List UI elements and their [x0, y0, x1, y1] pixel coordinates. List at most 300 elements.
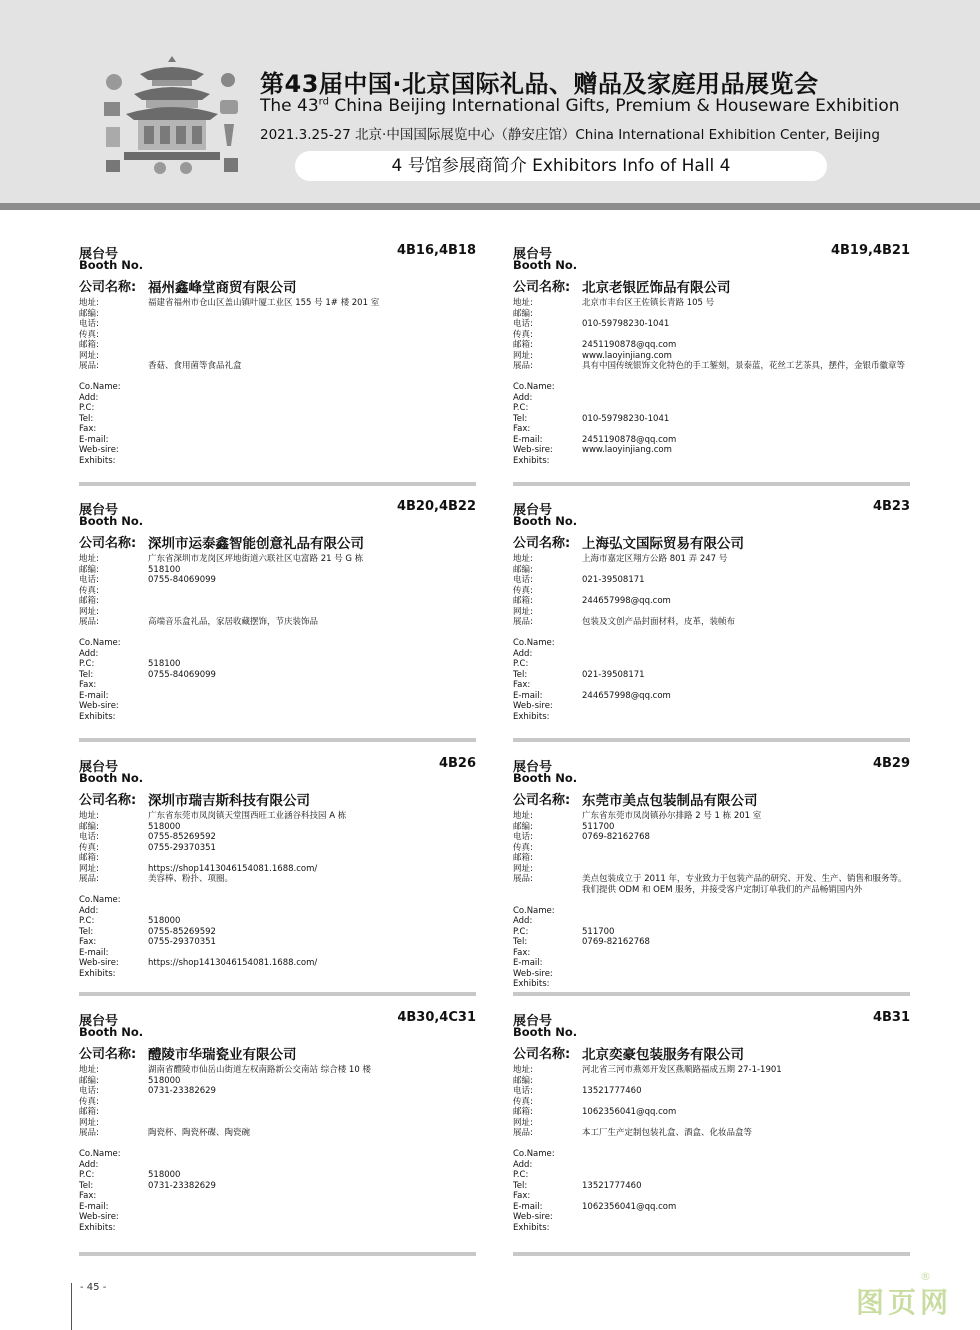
phone-en-row: [513, 414, 910, 425]
field-label: Add:: [513, 648, 533, 659]
field-label: Add:: [513, 392, 533, 403]
email-en-row: [513, 958, 910, 969]
phone-row: [79, 319, 476, 330]
booth-label-cn: 展台号: [513, 760, 553, 775]
company-details: [513, 554, 910, 722]
field-label: 地址:: [513, 298, 533, 308]
field-label: Add:: [513, 1159, 533, 1170]
field-label: Co.Name:: [513, 382, 555, 392]
company-label: 公司名称:: [79, 1047, 137, 1062]
exhibits-row: [79, 1128, 476, 1139]
phone-row: [513, 1086, 910, 1097]
field-label: 电话:: [513, 575, 533, 585]
card-divider: [513, 482, 910, 486]
field-label: E-mail:: [513, 958, 543, 968]
field-label: 传真:: [79, 1096, 99, 1107]
field-value: 香菇、食用菌等食品礼盒: [148, 361, 242, 371]
address-row: [513, 554, 910, 565]
phone-row: [513, 832, 910, 843]
co-name-row: [79, 382, 476, 393]
company-name: 北京老银匠饰品有限公司: [582, 280, 731, 296]
email-en-row: [513, 691, 910, 702]
field-value[interactable]: 2451190878@qq.com: [582, 340, 677, 350]
field-label: P.C:: [513, 403, 529, 413]
exhibits-en-row: [79, 712, 476, 723]
field-value: 511700: [582, 926, 615, 937]
phone-row: [513, 575, 910, 586]
postcode-row: [513, 565, 910, 576]
fax-row: [513, 330, 910, 341]
field-value: 010-59798230-1041: [582, 319, 670, 329]
phone-en-row: [513, 937, 910, 948]
booth-label-cn: 展台号: [79, 503, 119, 518]
field-label: Web-sire:: [79, 701, 119, 711]
website-en-row: [79, 701, 476, 712]
field-label: Co.Name:: [513, 1149, 555, 1159]
email-row: [513, 340, 910, 351]
title-en-ordinal: rd: [318, 96, 329, 108]
field-label: 传真:: [79, 329, 99, 340]
company-label: 公司名称:: [79, 536, 137, 551]
field-value: 021-39508171: [582, 575, 645, 585]
company-details: [79, 1065, 476, 1233]
website-en-row: [513, 1212, 910, 1223]
field-label: Exhibits:: [79, 968, 116, 979]
field-value[interactable]: https://shop1413046154081.1688.com/: [148, 958, 318, 968]
address-row: [79, 811, 476, 822]
hall-title-pill: 4 号馆参展商简介 Exhibitors Info of Hall 4: [295, 151, 827, 181]
field-label: Tel:: [79, 1180, 94, 1191]
email-row: [79, 596, 476, 607]
company-details: [79, 811, 476, 979]
address-en-row: [513, 649, 910, 660]
postcode-row: [79, 309, 476, 320]
field-label: Tel:: [513, 937, 528, 947]
field-label: 电话:: [79, 832, 99, 842]
exhibits-en-row: [79, 456, 476, 467]
field-value: 本工厂生产定制包装礼盒、酒盒、化妆品盒等: [582, 1128, 753, 1138]
field-value: 511700: [582, 821, 615, 832]
field-label: 地址:: [513, 811, 533, 821]
field-value: 518000: [148, 821, 181, 832]
card-divider: [79, 738, 476, 742]
website-row: [513, 864, 910, 875]
postcode-row: [513, 1076, 910, 1087]
phone-en-row: [79, 1181, 476, 1192]
field-label: 地址:: [513, 1065, 533, 1075]
fax-en-row: [513, 680, 910, 691]
field-label: 邮编:: [513, 1075, 533, 1086]
field-label: 展品:: [79, 874, 99, 884]
field-label: Fax:: [79, 937, 97, 947]
address-row: [513, 298, 910, 309]
field-value: 518000: [148, 1170, 181, 1180]
co-name-row: [79, 638, 476, 649]
field-label: P.C:: [79, 403, 95, 413]
field-label: 邮箱:: [513, 596, 533, 606]
website-en-row: [513, 701, 910, 712]
field-label: 展品:: [513, 617, 533, 627]
field-value[interactable]: 1062356041@qq.com: [582, 1201, 677, 1212]
booth-label-en: Booth No.: [513, 1025, 578, 1039]
company-name: 福州鑫峰堂商贸有限公司: [148, 280, 297, 296]
field-label: Tel:: [79, 413, 94, 424]
field-value: 高端音乐盒礼品，家居收藏摆饰，节庆装饰品: [148, 617, 319, 627]
postcode-en-row: [513, 403, 910, 414]
field-label: Co.Name:: [79, 1149, 121, 1159]
fax-row: [513, 843, 910, 854]
field-label: Fax:: [513, 680, 531, 690]
field-label: 电话:: [79, 575, 99, 585]
page-header: [0, 0, 980, 205]
spacer-row: [79, 628, 476, 639]
field-label: 电话:: [513, 832, 533, 842]
field-label: 电话:: [79, 319, 99, 329]
field-label: 传真:: [513, 585, 533, 596]
field-label: 邮箱:: [79, 340, 99, 350]
website-en-row: [79, 958, 476, 969]
company-label: 公司名称:: [513, 793, 571, 808]
registered-mark-icon: ®: [920, 1270, 931, 1283]
website-en-row: [79, 445, 476, 456]
address-en-row: [79, 649, 476, 660]
field-label: Co.Name:: [79, 638, 121, 648]
address-en-row: [79, 1160, 476, 1171]
field-value: 518000: [148, 916, 181, 926]
field-label: Web-sire:: [79, 958, 119, 968]
field-label: Exhibits:: [79, 1222, 116, 1233]
company-details: [513, 1065, 910, 1233]
field-label: 网址:: [79, 606, 99, 617]
booth-number: 4B26: [438, 756, 476, 771]
field-label: P.C:: [79, 1170, 95, 1180]
field-value: 具有中国传统银饰文化特色的手工錾刻，景泰蓝，花丝工艺茶具，摆件，金银币徽章等: [582, 361, 906, 371]
field-label: Exhibits:: [513, 1222, 550, 1233]
postcode-en-row: [513, 659, 910, 670]
exhibits-row: [79, 617, 476, 628]
field-label: Fax:: [513, 424, 531, 434]
company-name: 北京奕豪包装服务有限公司: [582, 1047, 744, 1063]
field-label: 展品:: [79, 361, 99, 371]
field-value[interactable]: 244657998@qq.com: [582, 596, 671, 606]
booth-label-en: Booth No.: [79, 258, 144, 272]
field-value: 0769-82162768: [582, 937, 650, 947]
card-divider: [79, 992, 476, 996]
booth-number: 4B30,4C31: [397, 1010, 476, 1025]
field-label: 邮编:: [79, 564, 99, 575]
field-label: 传真:: [79, 585, 99, 596]
field-label: 地址:: [79, 811, 99, 821]
title-en-prefix: The 43: [260, 96, 319, 116]
exhibits-en-row: [513, 456, 910, 467]
phone-en-row: [79, 927, 476, 938]
title-en-suffix: China Beijing International Gifts, Premium & Houseware Exhibition: [328, 96, 900, 116]
phone-row: [79, 575, 476, 586]
fax-row: [79, 330, 476, 341]
field-label: 网址:: [79, 1117, 99, 1128]
field-value: 美点包装成立于 2011 年，专业致力于包装产品的研究、开发、生产、销售和服务等。我们提供 ODM 和 OEM 服务，并接受客户定制订单我们的产品畅销国内外: [582, 874, 907, 895]
field-value: 0731-23382629: [148, 1180, 216, 1191]
email-en-row: [79, 1202, 476, 1213]
field-label: 邮箱:: [79, 853, 99, 863]
exhibits-row: [79, 874, 476, 885]
field-value: 0755-29370351: [148, 842, 216, 853]
email-row: [513, 853, 910, 864]
field-label: P.C:: [513, 926, 529, 937]
exhibits-en-row: [513, 979, 910, 990]
field-value[interactable]: 1062356041@qq.com: [582, 1107, 677, 1117]
company-details: [513, 811, 910, 990]
booth-label-en: Booth No.: [513, 514, 578, 528]
address-en-row: [513, 1160, 910, 1171]
booth-label-cn: 展台号: [513, 247, 553, 262]
fax-row: [79, 1097, 476, 1108]
field-label: Add:: [513, 916, 533, 926]
postcode-row: [513, 822, 910, 833]
address-en-row: [513, 393, 910, 404]
booth-number: 4B16,4B18: [396, 243, 476, 258]
field-label: Tel:: [513, 1180, 528, 1191]
field-label: E-mail:: [79, 947, 109, 958]
field-label: 网址:: [513, 1117, 533, 1128]
exhibits-row: [513, 1128, 910, 1139]
field-value: 上海市嘉定区翔方公路 801 弄 247 号: [582, 554, 728, 564]
field-value: 广东省深圳市龙岗区坪地街道六联社区屯富路 21 号 G 栋: [148, 554, 364, 564]
co-name-row: [79, 895, 476, 906]
field-label: Web-sire:: [513, 445, 553, 455]
field-label: E-mail:: [513, 1201, 543, 1212]
field-label: E-mail:: [513, 434, 543, 445]
field-label: Fax:: [513, 947, 531, 958]
field-value: 0755-84069099: [148, 575, 216, 585]
field-value[interactable]: https://shop1413046154081.1688.com/: [148, 863, 318, 874]
postcode-en-row: [513, 927, 910, 938]
field-label: E-mail:: [79, 690, 109, 701]
field-label: Exhibits:: [79, 711, 116, 722]
website-en-row: [513, 445, 910, 456]
email-en-row: [79, 948, 476, 959]
field-label: Web-sire:: [79, 1212, 119, 1222]
field-value: 美容棒、粉扑、项圈。: [148, 874, 234, 884]
website-row: [79, 1118, 476, 1129]
field-label: 邮编:: [79, 308, 99, 319]
address-en-row: [79, 906, 476, 917]
field-label: Exhibits:: [513, 455, 550, 466]
co-name-row: [513, 906, 910, 917]
fax-en-row: [79, 424, 476, 435]
exhibits-row: [513, 361, 910, 372]
fax-row: [79, 843, 476, 854]
field-value: 湖南省醴陵市仙岳山街道左权南路新公交南站 综合楼 10 楼: [148, 1065, 371, 1075]
spacer-row: [513, 895, 910, 906]
fax-en-row: [79, 1191, 476, 1202]
email-row: [79, 340, 476, 351]
phone-en-row: [79, 414, 476, 425]
company-label: 公司名称:: [513, 280, 571, 295]
website-en-row: [513, 969, 910, 980]
field-label: P.C:: [79, 659, 95, 669]
email-en-row: [513, 1202, 910, 1213]
fax-row: [513, 1097, 910, 1108]
fax-en-row: [513, 424, 910, 435]
field-label: 邮编:: [513, 564, 533, 575]
field-label: 展品:: [79, 1128, 99, 1138]
field-label: Add:: [79, 905, 99, 916]
field-value: 0755-29370351: [148, 937, 216, 947]
booth-label-cn: 展台号: [79, 760, 119, 775]
spacer-row: [79, 372, 476, 383]
field-value[interactable]: www.laoyinjiang.com: [582, 350, 672, 361]
field-label: Fax:: [79, 680, 97, 690]
card-divider: [79, 482, 476, 486]
field-value: 广东省东莞市凤岗镇孙尔排路 2 号 1 栋 201 室: [582, 811, 762, 821]
field-value: 0731-23382629: [148, 1086, 216, 1096]
field-label: Exhibits:: [513, 711, 550, 722]
card-divider: [513, 992, 910, 996]
phone-en-row: [513, 1181, 910, 1192]
field-value: 广东省东莞市凤岗镇天堂围西旺工业涵谷科技园 A 栋: [148, 811, 347, 821]
page-number: - 45 -: [80, 1282, 107, 1293]
field-label: P.C:: [79, 916, 95, 926]
co-name-row: [513, 638, 910, 649]
address-row: [79, 554, 476, 565]
field-value: 518100: [148, 659, 181, 669]
address-en-row: [513, 916, 910, 927]
card-divider: [513, 1252, 910, 1256]
field-label: 地址:: [79, 554, 99, 564]
field-value: 13521777460: [582, 1086, 642, 1096]
field-label: 网址:: [513, 863, 533, 874]
field-value: 021-39508171: [582, 669, 645, 680]
field-label: Co.Name:: [513, 905, 555, 916]
company-label: 公司名称:: [79, 793, 137, 808]
postcode-en-row: [79, 403, 476, 414]
exhibition-title-en: [260, 96, 900, 116]
field-value[interactable]: 2451190878@qq.com: [582, 434, 677, 445]
field-label: 邮编:: [513, 821, 533, 832]
company-name: 上海弘文国际贸易有限公司: [582, 536, 744, 552]
field-label: 邮箱:: [79, 1107, 99, 1117]
postcode-en-row: [79, 916, 476, 927]
field-value[interactable]: www.laoyinjiang.com: [582, 445, 672, 455]
co-name-row: [79, 1149, 476, 1160]
field-label: P.C:: [513, 1170, 529, 1180]
field-label: Tel:: [513, 669, 528, 680]
booth-label-en: Booth No.: [79, 514, 144, 528]
company-label: 公司名称:: [513, 536, 571, 551]
exhibits-en-row: [513, 712, 910, 723]
email-row: [79, 1107, 476, 1118]
field-label: 邮编:: [79, 821, 99, 832]
address-row: [79, 298, 476, 309]
field-label: 网址:: [513, 350, 533, 361]
booth-label-cn: 展台号: [79, 247, 119, 262]
card-divider: [513, 738, 910, 742]
booth-number: 4B29: [872, 756, 910, 771]
fax-en-row: [513, 1191, 910, 1202]
field-label: 地址:: [79, 298, 99, 308]
postcode-row: [79, 1076, 476, 1087]
field-label: E-mail:: [79, 1201, 109, 1212]
field-label: Add:: [79, 392, 99, 403]
field-label: Fax:: [79, 424, 97, 434]
website-row: [79, 607, 476, 618]
phone-row: [513, 319, 910, 330]
field-label: 邮箱:: [513, 853, 533, 863]
postcode-en-row: [79, 1170, 476, 1181]
field-label: Tel:: [79, 669, 94, 680]
booth-label-en: Booth No.: [513, 258, 578, 272]
email-row: [513, 1107, 910, 1118]
field-label: 展品:: [79, 617, 99, 627]
spacer-row: [513, 372, 910, 383]
booth-label-cn: 展台号: [513, 503, 553, 518]
website-row: [513, 607, 910, 618]
field-value: 0755-84069099: [148, 669, 216, 680]
field-label: 地址:: [79, 1065, 99, 1075]
booth-label-cn: 展台号: [79, 1014, 119, 1029]
exhibition-title-cn: 第43届中国·北京国际礼品、赠品及家庭用品展览会: [260, 70, 819, 98]
field-value: 陶瓷杯、陶瓷杯碟、陶瓷碗: [148, 1128, 251, 1138]
field-label: 电话:: [513, 1086, 533, 1096]
field-value: 13521777460: [582, 1180, 642, 1191]
field-label: Tel:: [513, 413, 528, 424]
website-en-row: [79, 1212, 476, 1223]
email-en-row: [79, 691, 476, 702]
field-label: 传真:: [79, 842, 99, 853]
email-row: [513, 596, 910, 607]
watermark-logo: 图页网: [856, 1286, 953, 1319]
field-value: 北京市丰台区王佐镇长青路 105 号: [582, 298, 715, 308]
exhibits-en-row: [79, 1223, 476, 1234]
exhibits-row: [513, 874, 910, 895]
field-label: 网址:: [513, 606, 533, 617]
company-name: 醴陵市华瑞瓷业有限公司: [148, 1047, 297, 1063]
field-label: Add:: [79, 648, 99, 659]
exhibits-en-row: [79, 969, 476, 980]
exhibits-row: [513, 617, 910, 628]
field-label: 邮编:: [513, 308, 533, 319]
booth-label-en: Booth No.: [513, 771, 578, 785]
booth-number: 4B31: [872, 1010, 910, 1025]
field-label: 电话:: [513, 319, 533, 329]
company-name: 东莞市美点包装制品有限公司: [582, 793, 758, 809]
postcode-row: [79, 822, 476, 833]
email-en-row: [79, 435, 476, 446]
co-name-row: [513, 1149, 910, 1160]
field-label: Co.Name:: [79, 895, 121, 905]
field-label: 传真:: [513, 1096, 533, 1107]
field-label: 传真:: [513, 842, 533, 853]
booth-number: 4B23: [872, 499, 910, 514]
field-label: Tel:: [79, 926, 94, 937]
field-value[interactable]: 244657998@qq.com: [582, 690, 671, 701]
phone-en-row: [79, 670, 476, 681]
company-name: 深圳市运泰鑫智能创意礼品有限公司: [148, 536, 364, 552]
fax-en-row: [79, 680, 476, 691]
phone-row: [79, 832, 476, 843]
field-label: Exhibits:: [79, 455, 116, 466]
field-label: Fax:: [79, 1191, 97, 1201]
company-name: 深圳市瑞吉斯科技有限公司: [148, 793, 310, 809]
field-label: 邮箱:: [79, 596, 99, 606]
field-label: Add:: [79, 1159, 99, 1170]
company-details: [513, 298, 910, 466]
company-label: 公司名称:: [513, 1047, 571, 1062]
field-label: P.C:: [513, 659, 529, 669]
field-label: Web-sire:: [513, 701, 553, 711]
field-value: 0769-82162768: [582, 832, 650, 842]
